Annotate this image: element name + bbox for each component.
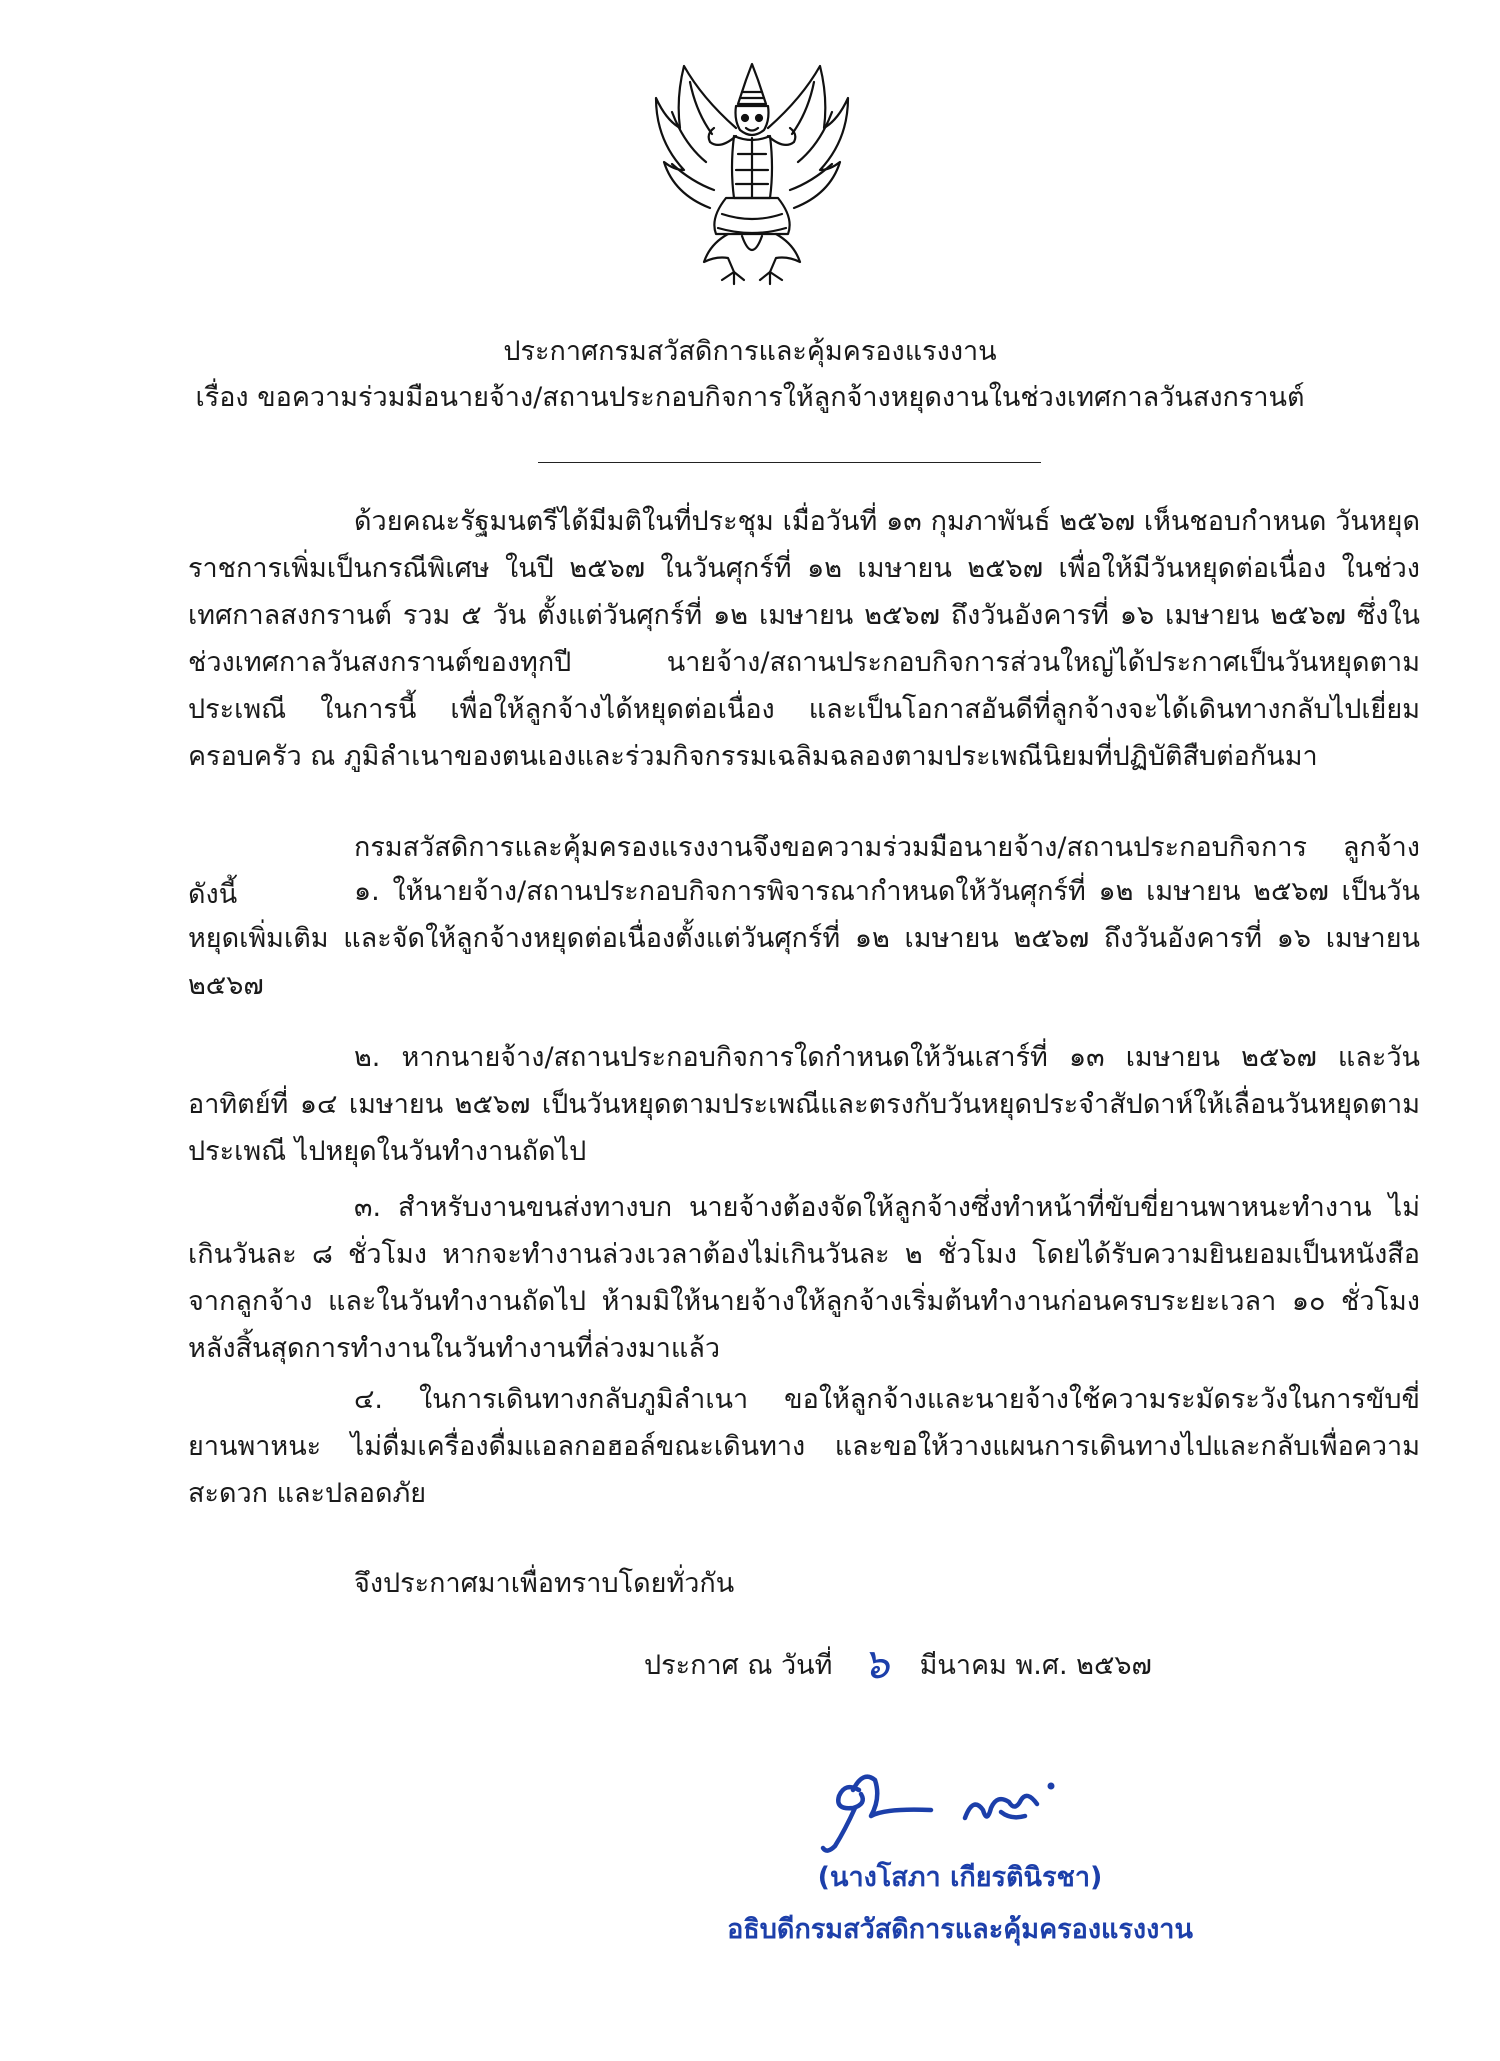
- body-paragraph: ๒. หากนายจ้าง/สถานประกอบกิจการใดกำหนดให้วันเสาร์ที่ ๑๓ เมษายน ๒๕๖๗ และวันอาทิตย์ที่ ๑๔ เมษายน ๒๕๖๗ เป็นวันหยุดตามประเพณีและตรงกับวันหยุดประจำสัปดาห์ให้เลื่อนวันหยุดตามประเพณี ไปหยุดในวันทำงานถัดไป: [188, 1042, 1420, 1167]
- announcement-title: ประกาศกรมสวัสดิการและคุ้มครองแรงงาน: [503, 336, 997, 367]
- closing-statement: จึงประกาศมาเพื่อทราบโดยทั่วกัน: [354, 1568, 735, 1599]
- body-paragraph: ด้วยคณะรัฐมนตรีได้มีมติในที่ประชุม เมื่อวันที่ ๑๓ กุมภาพันธ์ ๒๕๖๗ เห็นชอบกำหนด วันหยุดราชการเพิ่มเป็นกรณีพิเศษ ในปี ๒๕๖๗ ในวันศุกร์ที่ ๑๒ เมษายน ๒๕๖๗ เพื่อให้มีวันหยุดต่อเนื่อง ในช่วงเทศกาลสงกรานต์ รวม ๕ วัน ตั้งแต่วันศุกร์ที่ ๑๒ เมษายน ๒๕๖๗ ถึงวันอังคารที่ ๑๖ เมษายน ๒๕๖๗ ซึ่งในช่วงเทศกาลวันสงกรานต์ของทุกปี นายจ้าง/สถานประกอบกิจการส่วนใหญ่ได้ประกาศเป็นวันหยุดตามประเพณี ในการนี้ เพื่อให้ลูกจ้างได้หยุดต่อเนื่อง และเป็นโอกาสอันดีที่ลูกจ้างจะได้เดินทางกลับไปเยี่ยมครอบครัว ณ ภูมิลำเนาของตนเองและร่วมกิจกรรมเฉลิมฉลองตามประเพณีนิยมที่ปฏิบัติสืบต่อกันมา: [188, 506, 1420, 772]
- body-paragraph: ๑. ให้นายจ้าง/สถานประกอบกิจการพิจารณากำหนดให้วันศุกร์ที่ ๑๒ เมษายน ๒๕๖๗ เป็นวันหยุดเพิ่มเติม และจัดให้ลูกจ้างหยุดต่อเนื่องตั้งแต่วันศุกร์ที่ ๑๒ เมษายน ๒๕๖๗ ถึงวันอังคารที่ ๑๖ เมษายน ๒๕๖๗: [188, 876, 1420, 1001]
- signer-position: อธิบดีกรมสวัสดิการและคุ้มครองแรงงาน: [727, 1914, 1193, 1945]
- body-paragraph: กรมสวัสดิการและคุ้มครองแรงงานจึงขอความร่วมมือนายจ้าง/สถานประกอบกิจการ ลูกจ้าง ดังนี้: [188, 832, 1420, 910]
- date-day-handwritten: ๖: [862, 1639, 890, 1688]
- body-paragraph: ๓. สำหรับงานขนส่งทางบก นายจ้างต้องจัดให้ลูกจ้างซึ่งทำหน้าที่ขับขี่ยานพาหนะทำงาน ไม่เกินวันละ ๘ ชั่วโมง หากจะทำงานล่วงเวลาต้องไม่เกินวันละ ๒ ชั่วโมง โดยได้รับความยินยอมเป็นหนังสือ จากลูกจ้าง และในวันทำงานถัดไป ห้ามมิให้นายจ้างให้ลูกจ้างเริ่มต้นทำงานก่อนครบระยะเวลา ๑๐ ชั่วโมง หลังสิ้นสุดการทำงานในวันทำงานที่ล่วงมาแล้ว: [188, 1192, 1420, 1364]
- garuda-emblem: [650, 58, 855, 293]
- title-divider: [538, 462, 1041, 463]
- announcement-date: [644, 1640, 1152, 1690]
- body-paragraph: ๔. ในการเดินทางกลับภูมิลำเนา ขอให้ลูกจ้างและนายจ้างใช้ความระมัดระวังในการขับขี่ ยานพาหนะ ไม่ดื่มเครื่องดื่มแอลกอฮอล์ขณะเดินทาง และขอให้วางแผนการเดินทางไปและกลับเพื่อความสะดวก และปลอดภัย: [188, 1384, 1420, 1509]
- signer-name: (นางโสภา เกียรตินิรชา): [817, 1862, 1103, 1893]
- date-suffix: มีนาคม พ.ศ. ๒๕๖๗: [919, 1650, 1152, 1681]
- date-prefix: ประกาศ ณ วันที่: [644, 1650, 833, 1681]
- announcement-subject: เรื่อง ขอความร่วมมือนายจ้าง/สถานประกอบกิจการให้ลูกจ้างหยุดงานในช่วงเทศกาลวันสงกรานต์: [195, 382, 1305, 413]
- handwritten-signature: [815, 1750, 1115, 1860]
